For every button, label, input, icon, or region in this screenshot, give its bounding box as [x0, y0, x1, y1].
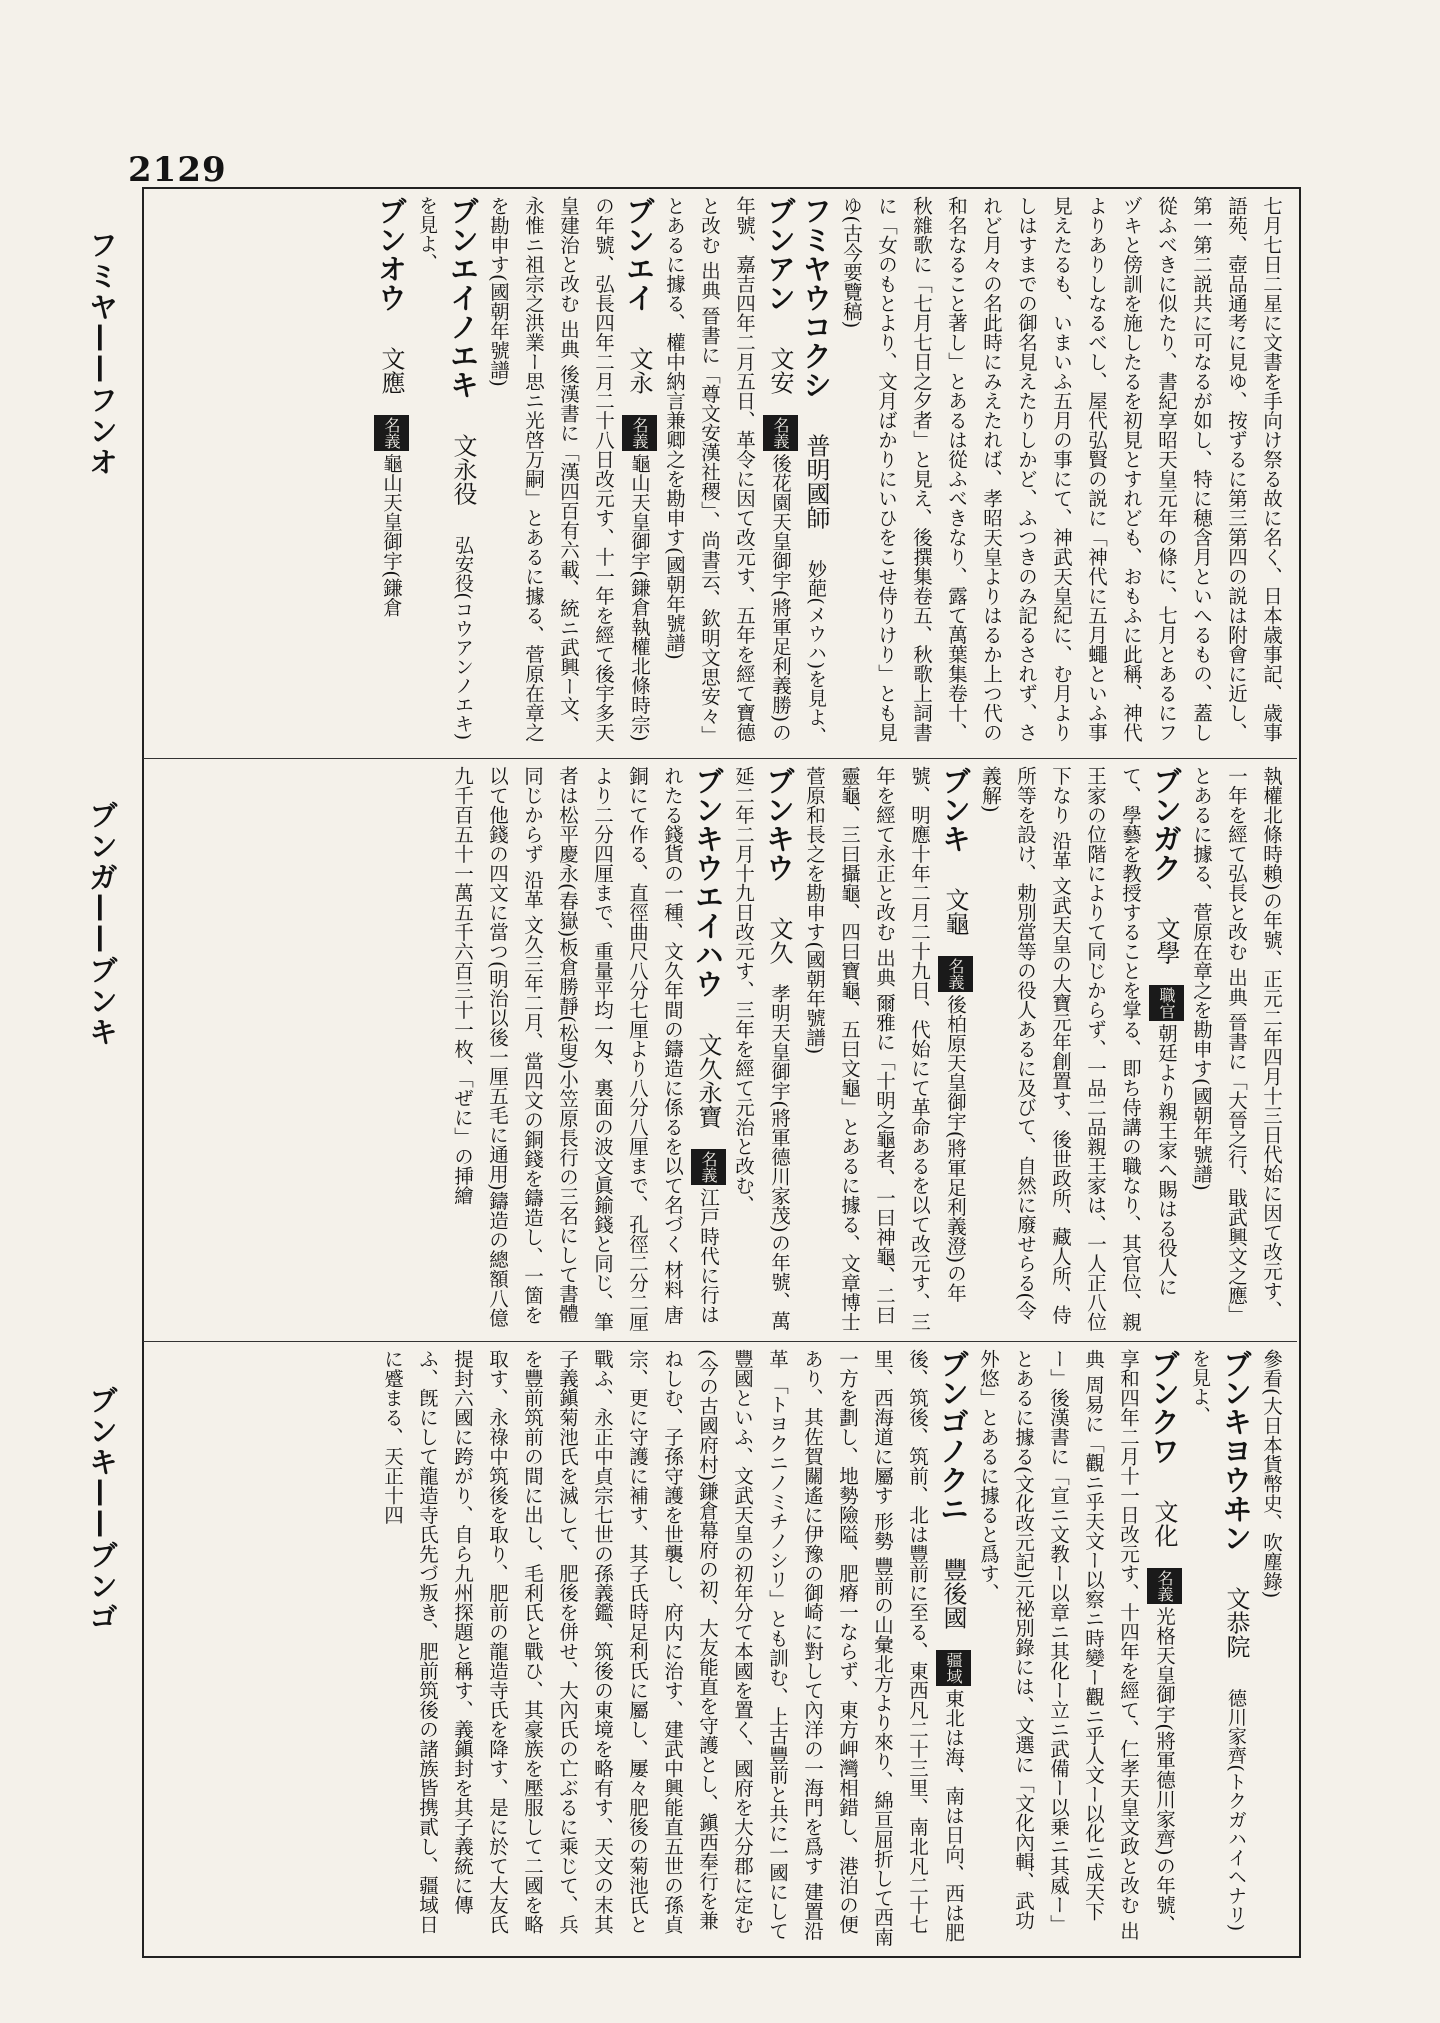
- text-band-2: [153, 766, 1289, 1332]
- entry: [979, 766, 1183, 1332]
- entry-kanji: 豐後國: [939, 1556, 967, 1629]
- entry-heading: ブンゴノクニ: [936, 1349, 970, 1523]
- entry-body: 朝廷より親王家へ賜はる役人にて、學藝を教授することを掌る、即ち侍講の職なり、其官位、親王家の位階によりて同じからず、一品二品親王家は、一人正八位下なり 沿革 文武天皇の大寶元年創置す、後世政所、藏人所、侍所等を設け、勅別當等の役人あるに及びて、自然に廢せらる(令義解): [979, 766, 1178, 1332]
- entry-heading: ブンキウエイハウ: [691, 766, 725, 998]
- entry: [1189, 1349, 1253, 1932]
- page-number: 2129: [128, 150, 227, 190]
- entry-body: 龜山天皇御宇(鎌倉執權北條時宗)の年號、弘長四年二月二十八日改元す、十一年を經て後宇多天皇建治と改む 出典 後漢書に「漢四百有六載、統ニ武興ー文、永惟ニ祖宗之洪業ー思ニ光啓万嗣」とあるに據る、菅原在章之を勘申す(國朝年號譜): [487, 196, 651, 742]
- entry-continuation: 七月七日二星に文書を手向け祭る故に名く、日本歳事記、歳事語苑、壺品通考に見ゆ、按ずるに第三第四の説は附會に近し、第一第二説共に可なるが如し、特に穂含月といへるもの、蓋し從ふべきに似たり、書紀享昭天皇元年の條に、七月とあるにフヅキと傍訓を施したるを初見とすれども、おもふに此稱、神代よりありしなるべし、屋代弘賢の説に「神代に五月蠅といふ事見えたるも、いまいふ五月の事にて、神武天皇紀に、む月よりしはすまでの御名見えたりしかど、ふつきのみ記るされず、されど月々の名此時にみえたれば、孝昭天皇よりはるか上つ代の和名なること著し」とあるは從ふべきなり、露て萬葉集卷十、秋雜歌に「七月七日之夕者」と見え、後撰集卷五、秋歌上詞書に「女のもとより、文月ばかりにいひをこせ侍りけり」とも見ゆ(古今要覽稿): [840, 196, 1283, 742]
- entry-heading: ブンアン: [763, 196, 797, 312]
- entry: [487, 196, 656, 742]
- entry-heading: ブンキヨウヰン: [1219, 1349, 1253, 1552]
- entry: [799, 196, 833, 746]
- entry-body: 江戸時代に行はれたる錢貨の一種、文久年間の鑄造に係るを以て名づく 材料 唐銅にて作る、直徑曲尺八分七厘より八分八厘まで、孔徑二分二厘より二分四厘まで、重量平均一匁、裏面の波文眞鍮錢と同じ、筆者は松平慶永(春嶽)板倉勝靜(松叟)小笠原長行の三名にして書體同じからず 沿革 文久三年二月、當四文の銅錢を鑄造し、一箇を以て他錢の四文に當つ(明治以後一厘五毛に通用)鑄造の總額八億九千百五十一萬五千六百三十一枚、「ぜに」の挿繪: [451, 766, 720, 1332]
- entry-kanji: 文化: [1150, 1498, 1178, 1547]
- entry-heading: ブンクワ: [1147, 1349, 1181, 1465]
- category-badge: 名義: [374, 415, 409, 451]
- entry-body: 後花園天皇御宇(將軍足利義勝)の年號、嘉吉四年二月五日、革令に因て改元す、五年を經て寶德と改む 出典 晉書に「尊文安漢社稷」、尚書云、欽明文思安々」とあるに據る、權中納言兼卿之を勘申す(國朝年號譜): [663, 196, 792, 745]
- entry-kanji: 文應: [377, 345, 405, 394]
- index-tab-3: ブンキ——ブンゴ: [85, 1385, 119, 1633]
- entry-body: 東北は海、南は日向、西は肥後、筑後、筑前、北は豐前に至る、東西凡二十三里、南北凡二十七里、西海道に屬す 形勢 豐前の山彙北方より來り、綿亘屈折して西南一方を劃し、地勢險隘、肥瘠一ならず、東方岬灣相錯し、港泊の便あり、其佐賀關遙に伊豫の御崎に對して內洋の一海門を爲す 建置沿革 「トヨクニノミチノシリ」とも訓む、上古豐前と共に一國にして豐國といふ、文武天皇の初年分て本國を置く、國府を大分郡に定む(今の古國府村)鎌倉幕府の初、大友能直を守護とし、鎭西奉行を兼ねしむ、子孫守護を世襲し、府内に治す、建武中興能直五世の孫貞宗、更に守護に補す、其子氏時足利氏に屬し、屢々肥後の菊池氏と戰ふ、永正中貞宗七世の孫義鑑、筑後の東境を略有す、天文の末其子義鎭菊池氏を滅して、肥後を併せ、大內氏の亡ぶるに乘じて、兵を豐前筑前の間に出し、毛利氏と戰ひ、其豪族を壓服して二國を略取す、永祿中筑後を取り、肥前の龍造寺氏を降す、是に於て大友氏提封六國に跨がり、自ら九州探題と稱す、義鎭封を其子義統に傳ふ、旣にして龍造寺氏先づ叛き、肥前筑後の諸族皆携貳し、疆域日に蹙まる、天正十四: [381, 1349, 965, 1947]
- entry: [663, 196, 797, 745]
- entry: [374, 196, 408, 617]
- text-band-1: [153, 196, 1289, 750]
- entry-continuation: 執權北條時賴)の年號、正元二年四月十三日代始に因て改元す、一年を經て弘長と改む 出典 晉書に「大晉之行、戢武興文之應」とあるに據る、菅原在章之を勘申す(國朝年號譜): [1190, 766, 1283, 1325]
- entry-kanji: 文永役: [449, 432, 477, 505]
- category-badge: 職官: [1149, 985, 1184, 1021]
- band-divider: [143, 1341, 1297, 1342]
- entry-kanji: 文安: [766, 345, 794, 394]
- band-divider: [143, 758, 1297, 759]
- entry-kanji: 文久: [765, 915, 793, 964]
- entry-kanji: 普明國師: [802, 432, 830, 529]
- entry-note: 弘安役(コウアンノエキ)を見よ、: [416, 196, 474, 741]
- index-tab-2: ブンガ——ブンキ: [85, 800, 119, 1048]
- text-band-3: [153, 1349, 1289, 1947]
- index-tab-1: フミヤ——フンオ: [85, 230, 119, 478]
- entry-continuation: 參看(大日本貨幣史、吹塵錄): [1260, 1349, 1283, 1599]
- entry-body: 後柏原天皇御宇(將軍足利義澄)の年號、明應十年二月二十九日、代始にて革命あるを以て改元す、三年を經て永正と改む 出典 爾雅に「十明之龜者、一曰神龜、二曰靈龜、三曰攝龜、四曰寶龜、五曰文龜」とあるに據る、文章博士菅原和長之を勘申す(國朝年號譜): [803, 766, 967, 1332]
- entry: [451, 766, 725, 1332]
- entry-kanji: 文永: [625, 345, 653, 394]
- entry-heading: ブンガク: [1149, 766, 1183, 882]
- entry-kanji: 文恭院: [1222, 1585, 1250, 1658]
- category-badge: 名義: [938, 956, 973, 992]
- entry-kanji: 文久永寶: [694, 1031, 722, 1128]
- entry-kanji: 文龜: [941, 886, 969, 935]
- category-badge: 名義: [691, 1149, 726, 1185]
- entry: [416, 196, 480, 741]
- entry: [977, 1349, 1181, 1941]
- category-badge: 名義: [622, 415, 657, 451]
- category-badge: 名義: [1147, 1568, 1182, 1604]
- entry-body: 龜山天皇御宇(鎌倉: [380, 453, 403, 617]
- entry: [732, 766, 796, 1331]
- entry-heading: ブンエイ: [622, 196, 656, 312]
- entry-heading: ブンエイノエキ: [446, 196, 480, 399]
- entry-body: 光格天皇御宇(將軍德川家齊)の年號、享和四年二月十一日改元す、十四年を經て、仁孝天皇文政と改む 出典 周易に「觀ニ乎天文ー以察ニ時變ー觀ニ乎人文ー以化ニ成天下ー」後漢書に「宣ニ文教ー以章ニ其化ー立ニ武備ー以乗ニ其威ー」とあるに據る(文化改元記)元祕別錄には、文選に「文化內輯、武功外悠」とあるに據ると爲す、: [977, 1349, 1176, 1941]
- entry-note: 德川家齊(トクガハイヘナリ)を見よ、: [1189, 1349, 1247, 1932]
- entry-kanji: 文學: [1152, 915, 1180, 964]
- entry: [803, 766, 972, 1332]
- category-badge: 名義: [763, 415, 798, 451]
- entry-heading: フミヤウコクシ: [799, 196, 833, 399]
- entry-note: 妙葩(メウハ)を見よ、: [805, 559, 827, 746]
- entry-heading: ブンキ: [938, 766, 972, 853]
- category-badge: 疆域: [936, 1650, 971, 1686]
- entry-heading: ブンキウ: [762, 766, 796, 882]
- entry: [381, 1349, 970, 1947]
- entry-heading: ブンオウ: [374, 196, 408, 312]
- entry-body: 孝明天皇御宇(將軍德川家茂)の年號、萬延二年二月十九日改元す、三年を經て元治と改む、: [732, 766, 791, 1331]
